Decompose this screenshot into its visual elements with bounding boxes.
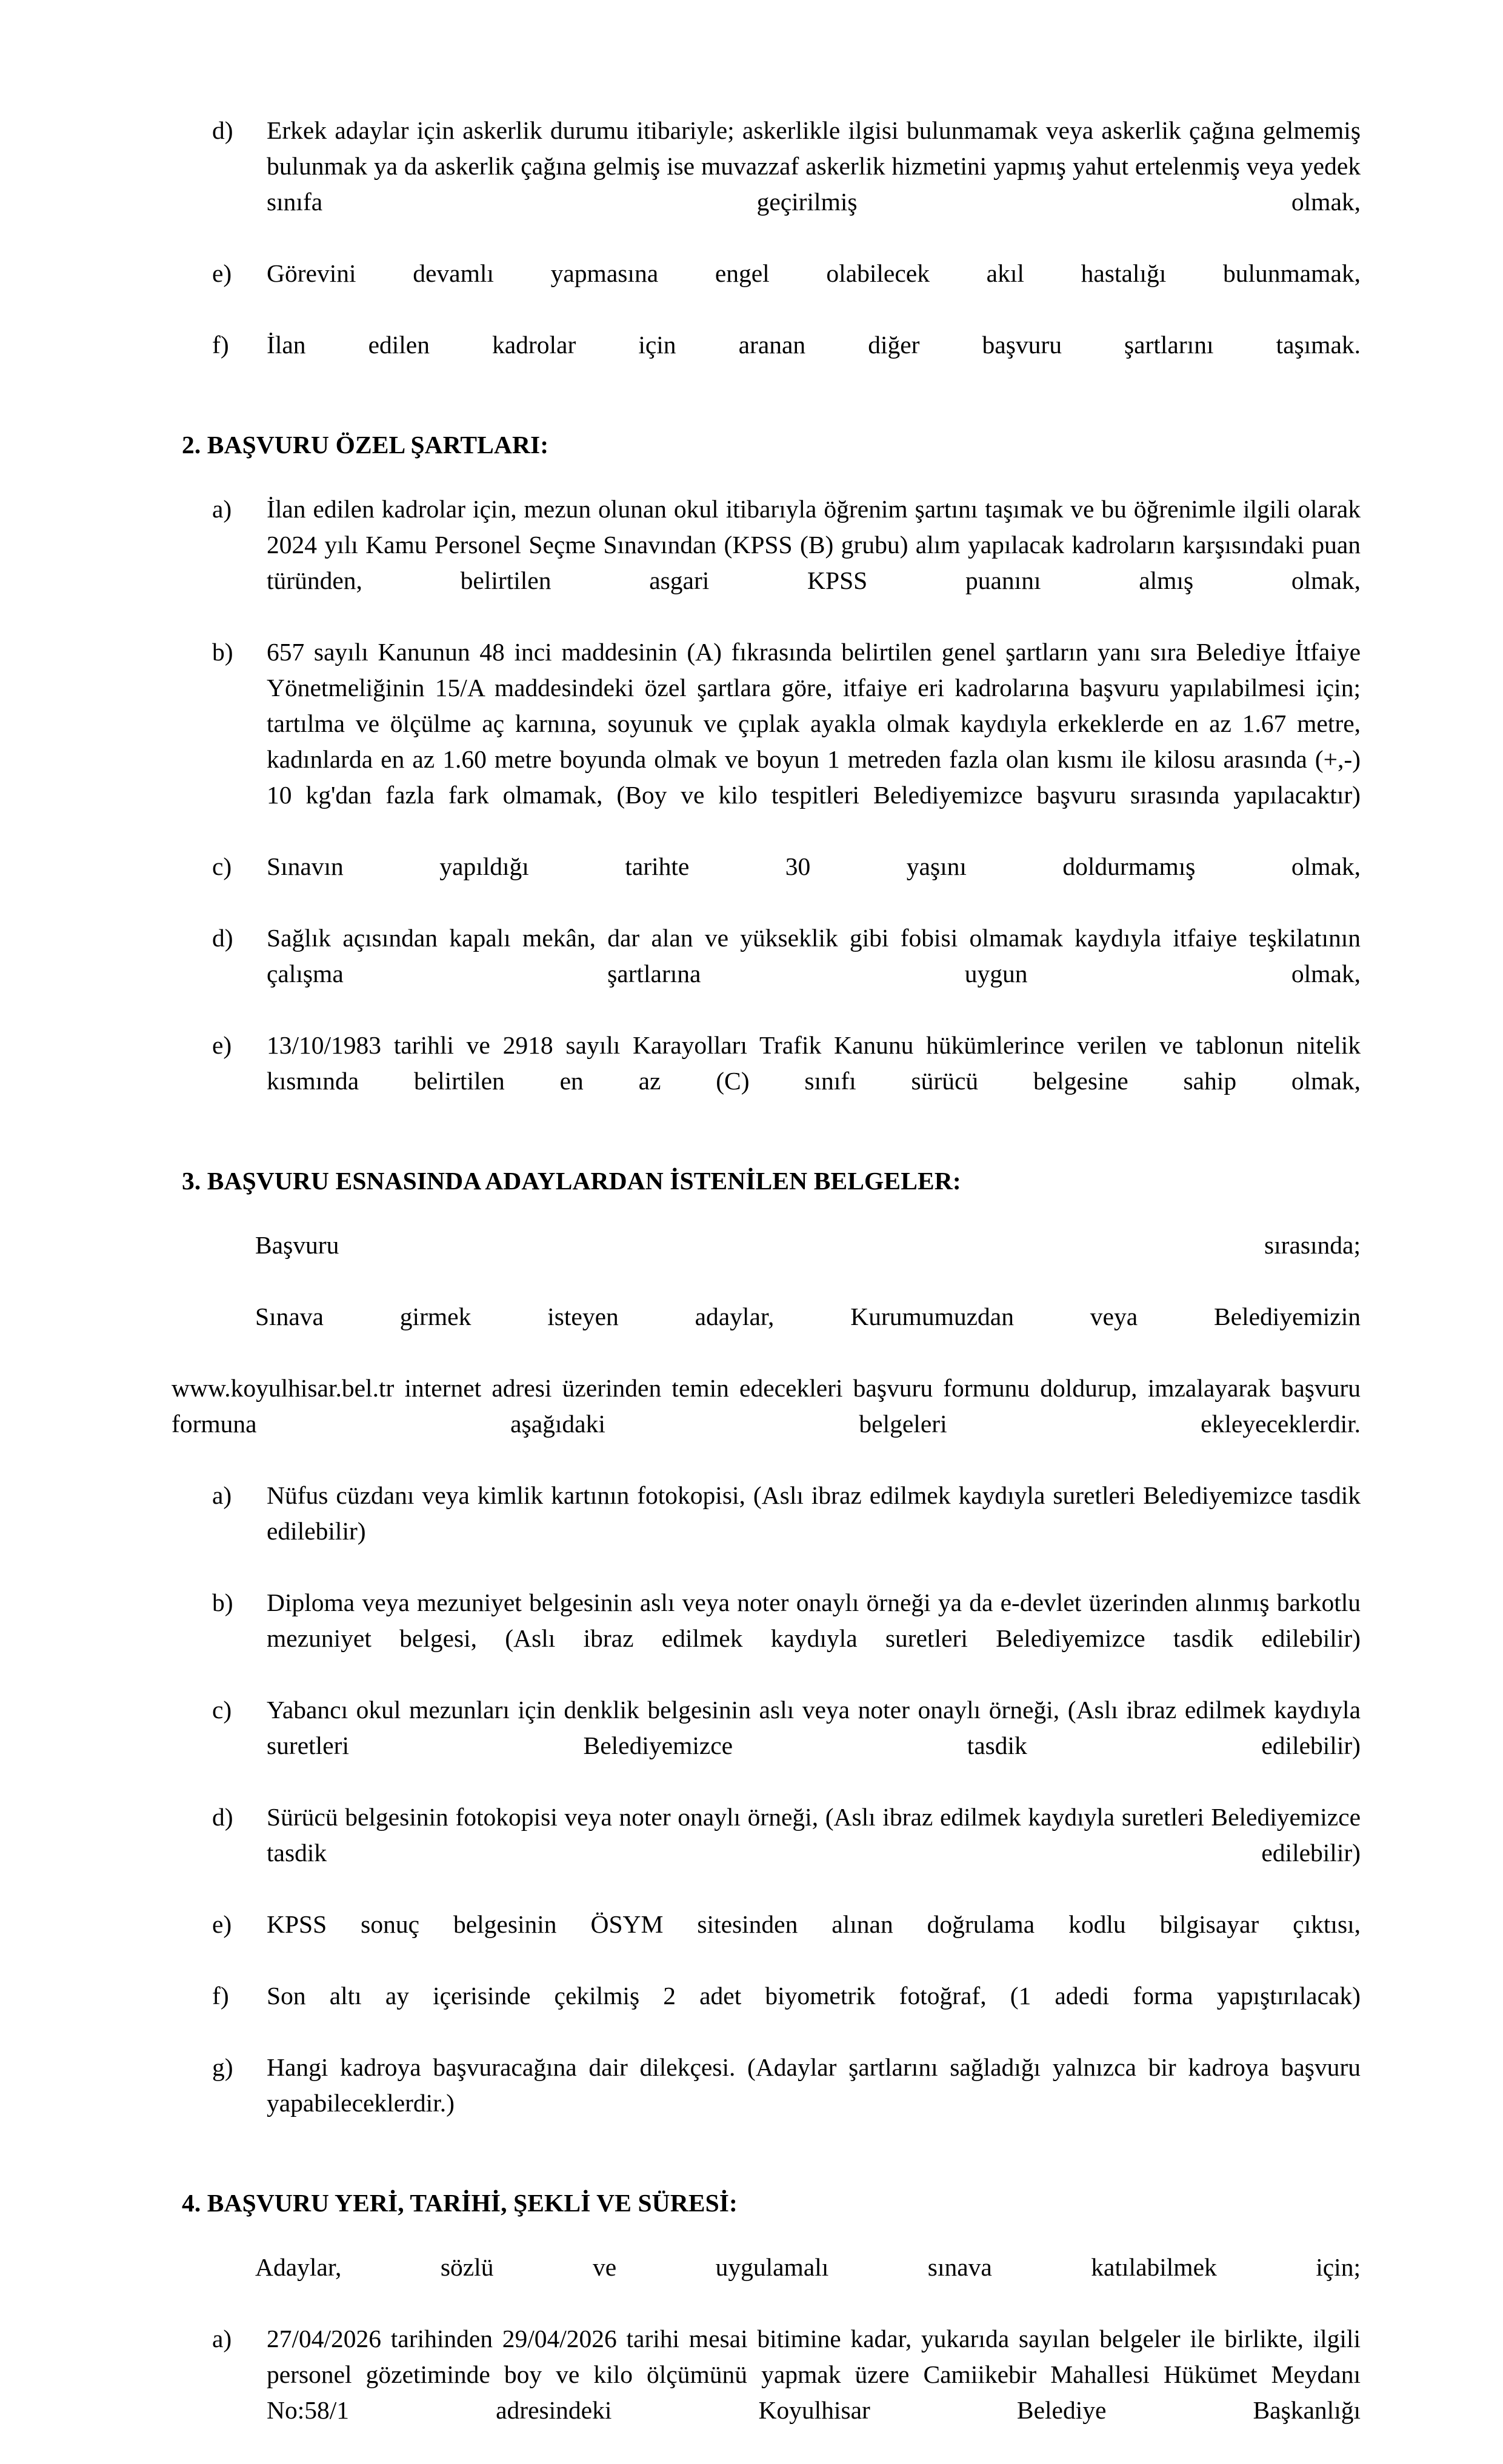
list-item: [212, 1585, 1361, 1692]
section3-intro-line3: www.koyulhisar.bel.tr internet adresi üzerinden temin edecekleri başvuru formunu doldurup, imzalayarak başvuru formuna aşağıdaki belgeleri ekleyeceklerdir.: [172, 1374, 1361, 1438]
spacer: [172, 399, 1361, 427]
list-item-text: 13/10/1983 tarihli ve 2918 sayılı Karayolları Trafik Kanunu hükümlerince verilen ve tablonun nitelik kısmında belirtilen en az (C) sınıfı sürücü belgesine sahip olmak,: [267, 1031, 1361, 1095]
list-item: [212, 1907, 1361, 1978]
section-heading-2: 2. BAŞVURU ÖZEL ŞARTLARI:: [182, 431, 549, 459]
list-item: [212, 634, 1361, 849]
list-item: [212, 1799, 1361, 1907]
section3-list: [172, 1478, 1361, 2157]
list-marker: e): [212, 259, 232, 287]
list-marker: e): [212, 1031, 232, 1059]
list-item: [212, 2050, 1361, 2157]
list-item: [212, 113, 1361, 256]
list-item-text: Yabancı okul mezunları için denklik belgesinin aslı veya noter onaylı örneği, (Aslı ibraz edilmek kaydıyla suretleri Belediyemizce tasdik edilebilir): [267, 1696, 1361, 1759]
list-item: [212, 1978, 1361, 2050]
list-marker: d): [212, 924, 233, 952]
list-item: [212, 2321, 1361, 2464]
list-item: [212, 1028, 1361, 1135]
list-marker: e): [212, 1910, 232, 1938]
list-item: [212, 256, 1361, 327]
list-item: [212, 1692, 1361, 1799]
section4-intro: Adaylar, sözlü ve uygulamalı sınava katılabilmek için;: [255, 2253, 1361, 2281]
list-marker: a): [212, 495, 232, 523]
list-marker: f): [212, 1982, 229, 2010]
list-item-text: Sürücü belgesinin fotokopisi veya noter onaylı örneği, (Aslı ibraz edilmek kaydıyla suretleri Belediyemizce tasdik edilebilir): [267, 1803, 1361, 1867]
list-marker: g): [212, 2053, 233, 2081]
list-item-text: Sağlık açısından kapalı mekân, dar alan ve yükseklik gibi fobisi olmamak kaydıyla itfaiye teşkilatının çalışma şartlarına uygun olmak,: [267, 924, 1361, 988]
section3-intro-line2: Sınava girmek isteyen adaylar, Kurumumuzdan veya Belediyemizin: [255, 1303, 1361, 1330]
list-item: [212, 920, 1361, 1028]
section2-list: [172, 491, 1361, 1135]
list-marker: a): [212, 2325, 232, 2353]
list-item-text: Nüfus cüzdanı veya kimlik kartının fotokopisi, (Aslı ibraz edilmek kaydıyla suretleri Belediyemizce tasdik edilebilir): [267, 1481, 1361, 1545]
list-item-text: İlan edilen kadrolar için, mezun olunan okul itibarıyla öğrenim şartını taşımak ve bu öğrenimle ilgili olarak 2024 yılı Kamu Personel Seçme Sınavından (KPSS (B) grubu) alım yapılacak kadroların karşısındaki puan türünden, belirtilen asgari KPSS puanını almış olmak,: [267, 495, 1361, 594]
list-item: [212, 1478, 1361, 1585]
general-conditions-list: [172, 113, 1361, 399]
list-item-text: İlan edilen kadrolar için aranan diğer başvuru şartlarını taşımak.: [267, 331, 1361, 359]
list-item-text: Son altı ay içerisinde çekilmiş 2 adet biyometrik fotoğraf, (1 adedi forma yapıştırılacak): [267, 1982, 1361, 2010]
list-item-text: 27/04/2026 tarihinden 29/04/2026 tarihi mesai bitimine kadar, yukarıda sayılan belgeler ile birlikte, ilgili personel gözetiminde boy ve kilo ölçümünü yapmak üzere Camiikebir Mahallesi Hükümet Meydanı No:58/1 adresindeki Koyulhisar Belediye Başkanlığı: [267, 2325, 1361, 2424]
section-heading-3: 3. BAŞVURU ESNASINDA ADAYLARDAN İSTENİLEN BELGELER:: [182, 1167, 961, 1195]
document-body: [172, 113, 1361, 2464]
list-item-text: Diploma veya mezuniyet belgesinin aslı veya noter onaylı örneği ya da e-devlet üzerinden alınmış barkotlu mezuniyet belgesi, (Aslı ibraz edilmek kaydıyla suretleri Belediyemizce tasdik edilebilir): [267, 1589, 1361, 1652]
list-item-text: Hangi kadroya başvuracağına dair dilekçesi. (Adaylar şartlarını sağladığı yalnızca bir kadroya başvuru yapabileceklerdir.): [267, 2053, 1361, 2117]
list-item-text: 657 sayılı Kanunun 48 inci maddesinin (A) fıkrasında belirtilen genel şartların yanı sıra Belediye İtfaiye Yönetmeliğinin 15/A maddesindeki özel şartlara göre, itfaiye eri kadrolarına başvuru yapılabilmesi için; tartılma ve ölçülme aç karnına, soyunuk ve çıplak ayakla olmak kaydıyla erkeklerde en az 1.67 metre, kadınlarda en az 1.60 metre boyunda olmak ve boyun 1 metreden fazla olan kısmı ile kilosu arasında (+,-) 10 kg'dan fazla fark olmamak, (Boy ve kilo tespitleri Belediyemizce başvuru sırasında yapılacaktır): [267, 638, 1361, 809]
list-marker: d): [212, 1803, 233, 1831]
list-item-text: KPSS sonuç belgesinin ÖSYM sitesinden alınan doğrulama kodlu bilgisayar çıktısı,: [267, 1910, 1361, 1938]
list-item-text: Erkek adaylar için askerlik durumu itibariyle; askerlikle ilgisi bulunmamak veya askerlik çağına gelmemiş bulunmak ya da askerlik çağına gelmiş ise muvazzaf askerlik hizmetini yapmış yahut ertelenmiş veya yedek sınıfa geçirilmiş olmak,: [267, 116, 1361, 216]
list-marker: b): [212, 1589, 233, 1616]
list-item-text: Görevini devamlı yapmasına engel olabilecek akıl hastalığı bulunmamak,: [267, 259, 1361, 287]
spacer: [172, 2157, 1361, 2185]
section-heading-4: 4. BAŞVURU YERİ, TARİHİ, ŞEKLİ VE SÜRESİ:: [182, 2189, 738, 2217]
spacer: [172, 2221, 1361, 2250]
list-item: [212, 327, 1361, 399]
section3-intro-line1: Başvuru sırasında;: [255, 1231, 1361, 1259]
spacer: [172, 1199, 1361, 1227]
list-marker: c): [212, 852, 232, 880]
section4-list: [172, 2321, 1361, 2464]
list-item: [212, 491, 1361, 634]
list-item-text: Sınavın yapıldığı tarihte 30 yaşını doldurmamış olmak,: [267, 852, 1361, 880]
list-marker: a): [212, 1481, 232, 1509]
list-marker: b): [212, 638, 233, 666]
list-marker: c): [212, 1696, 232, 1724]
list-item: [212, 849, 1361, 920]
list-marker: f): [212, 331, 229, 359]
list-marker: d): [212, 116, 233, 144]
spacer: [172, 1135, 1361, 1163]
spacer: [172, 463, 1361, 491]
